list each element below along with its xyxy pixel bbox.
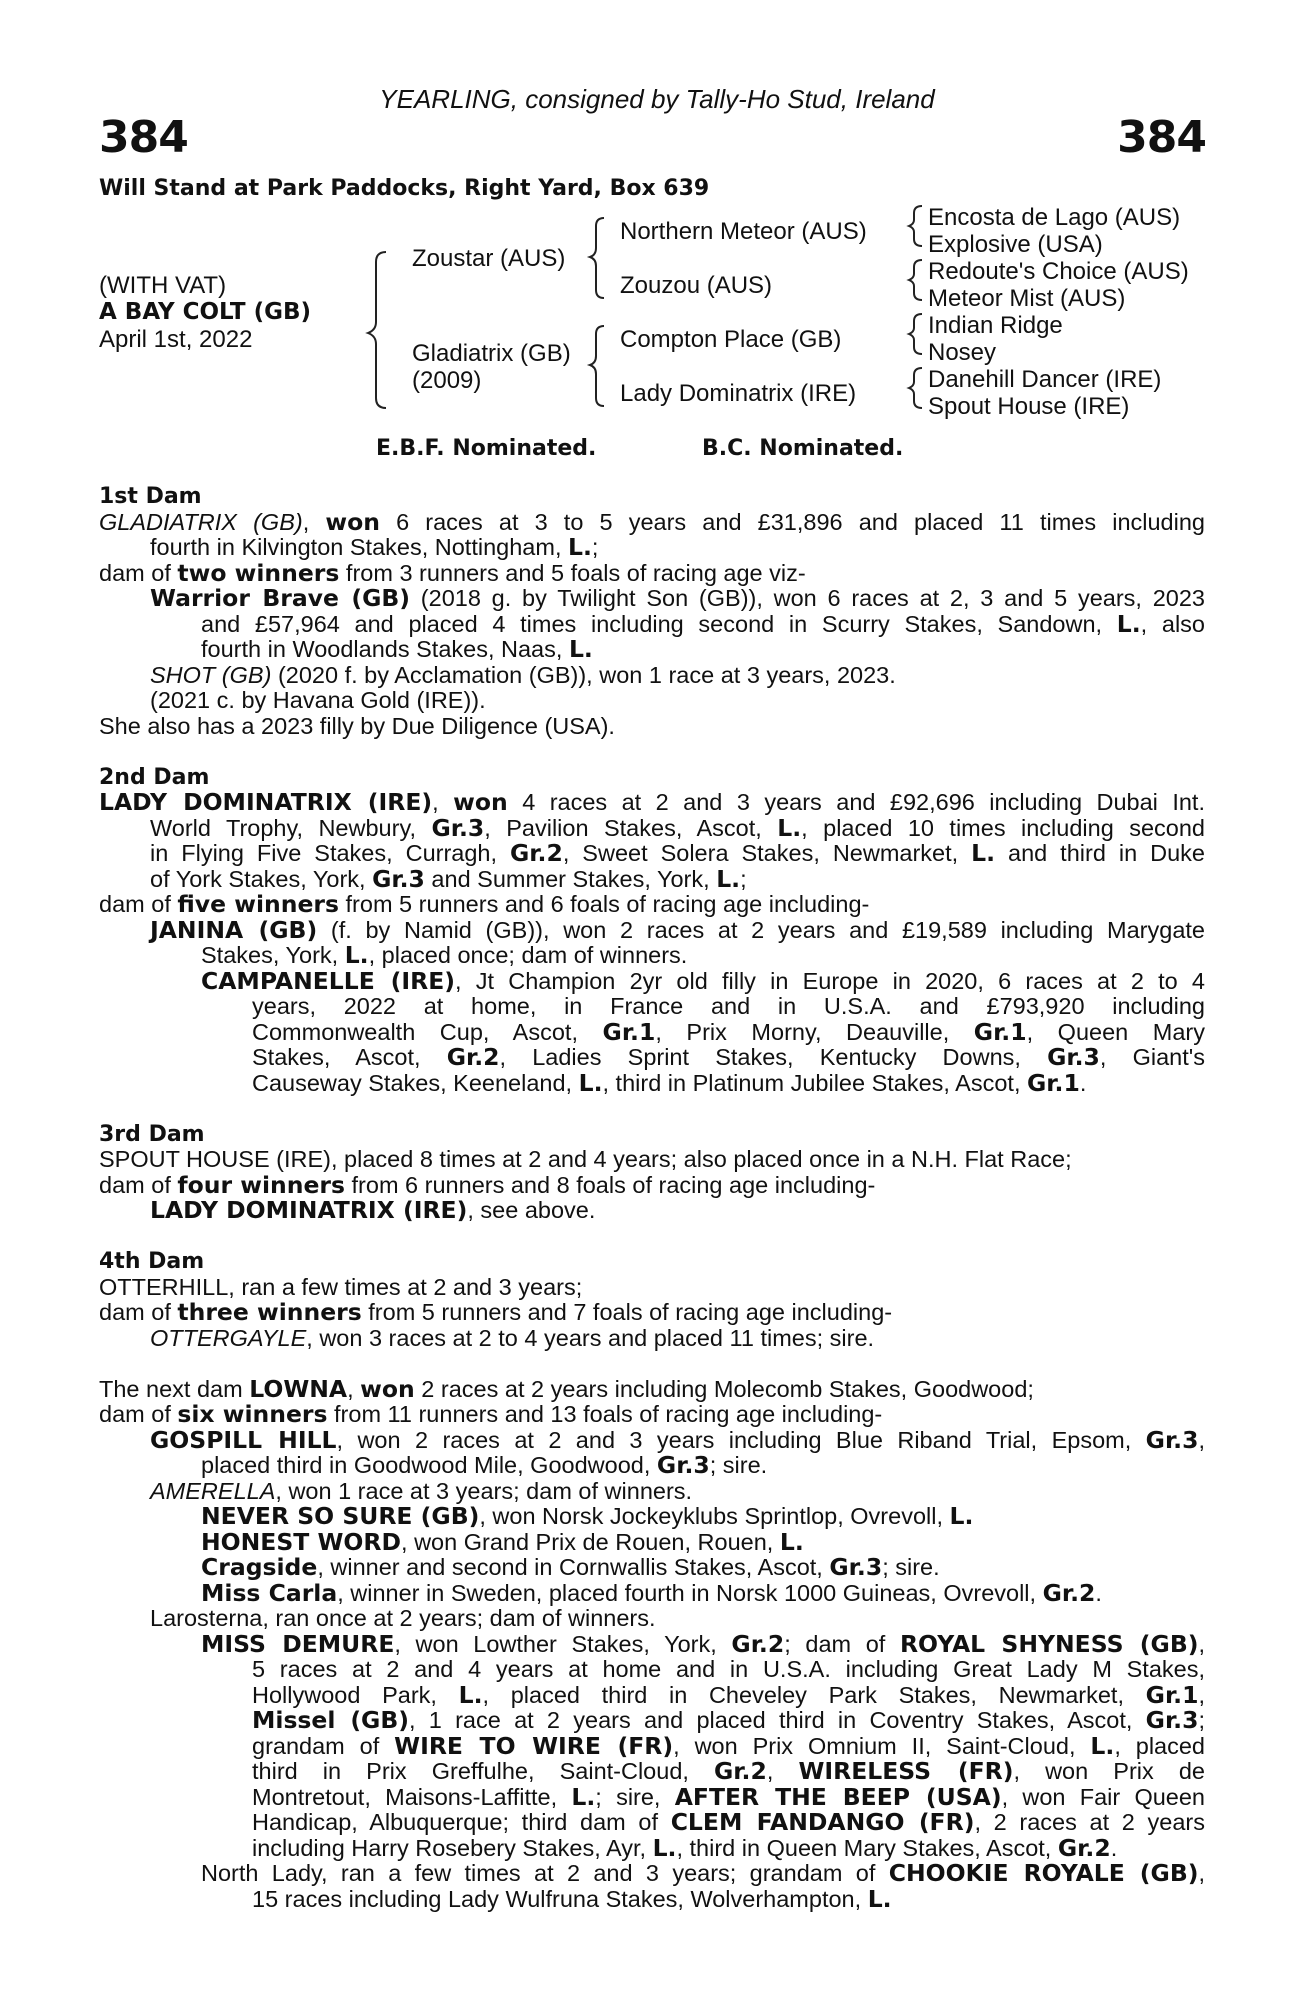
gen3-1: Encosta de Lago (AUS): [928, 204, 1181, 231]
text-line: Cragside, winner and second in Cornwallis Stakes, Ascot, Gr.3; sire.: [201, 1553, 940, 1581]
gen3-5: Indian Ridge: [928, 312, 1063, 339]
text-line: LADY DOMINATRIX (IRE), won 4 races at 2 and 3 years and £92,696 including Dubai Int.: [99, 788, 1205, 816]
text-line: Montretout, Maisons-Laffitte, L.; sire, AFTER THE BEEP (USA), won Fair Queen: [252, 1782, 1206, 1811]
text-line: dam of five winners from 5 runners and 6 foals of racing age including-: [99, 890, 870, 918]
text-line: Miss Carla, winner in Sweden, placed fourth in Norsk 1000 Guineas, Ovrevoll, Gr.2.: [201, 1578, 1102, 1607]
dam-sire: Compton Place (GB): [620, 326, 842, 353]
text-line: GLADIATRIX (GB), won 6 races at 3 to 5 years and £31,896 and placed 11 times including: [99, 507, 1205, 536]
brace-main: [368, 252, 386, 408]
brace-dam: [590, 326, 604, 406]
text-line: North Lady, ran a few times at 2 and 3 years; grandam of CHOOKIE ROYALE (GB),: [201, 1859, 1205, 1887]
brace-sire: [590, 218, 604, 298]
ebf-nomination: E.B.F. Nominated.: [376, 436, 597, 461]
lot-number-right: 384: [1117, 112, 1206, 163]
brace-g2: [909, 260, 922, 300]
text-line: MISS DEMURE, won Lowther Stakes, York, Gr.2; dam of ROYAL SHYNESS (GB),: [201, 1629, 1206, 1658]
text-line: dam of three winners from 5 runners and 7 foals of racing age including-: [99, 1298, 893, 1326]
sire-dam: Zouzou (AUS): [620, 272, 773, 299]
text-line: dam of six winners from 11 runners and 13 foals of racing age including-: [99, 1400, 883, 1428]
lot-number-left: 384: [99, 112, 188, 163]
text-line: years, 2022 at home, in France and in U.S.A. and £793,920 including: [252, 993, 1205, 1019]
gen3-8: Spout House (IRE): [928, 393, 1130, 420]
section-heading: 3rd Dam: [99, 1121, 205, 1147]
text-line: Commonwealth Cup, Ascot, Gr.1, Prix Morny, Deauville, Gr.1, Queen Mary: [252, 1017, 1205, 1046]
text-line: Handicap, Albuquerque; third dam of CLEM FANDANGO (FR), 2 races at 2 years: [252, 1808, 1205, 1836]
text-line: SPOUT HOUSE (IRE), placed 8 times at 2 and 4 years; also placed once in a N.H. Flat Race;: [99, 1146, 1072, 1172]
text-line: fourth in Woodlands Stakes, Naas, L.: [201, 635, 593, 663]
foaled-date: April 1st, 2022: [99, 326, 253, 353]
sire: Zoustar (AUS): [412, 245, 566, 272]
text-line: SHOT (GB) (2020 f. by Acclamation (GB)), won 1 race at 3 years, 2023.: [150, 661, 896, 688]
section-heading: 1st Dam: [99, 484, 202, 509]
text-line: dam of four winners from 6 runners and 8 foals of racing age including-: [99, 1170, 876, 1199]
text-line: dam of two winners from 3 runners and 5 foals of racing age viz-: [99, 558, 806, 587]
text-line: OTTERGAYLE, won 3 races at 2 to 4 years and placed 11 times; sire.: [150, 1324, 875, 1351]
text-line: HONEST WORD, won Grand Prix de Rouen, Rouen, L.: [201, 1527, 804, 1556]
text-line: 5 races at 2 and 4 years at home and in U.S.A. including Great Lady M Stakes,: [252, 1656, 1205, 1682]
text-line: GOSPILL HILL, won 2 races at 2 and 3 years including Blue Riband Trial, Epsom, Gr.3,: [150, 1425, 1205, 1454]
text-line: placed third in Goodwood Mile, Goodwood, Gr.3; sire.: [201, 1451, 768, 1479]
text-line: grandam of WIRE TO WIRE (FR), won Prix Omnium II, Saint-Cloud, L., placed: [252, 1731, 1206, 1760]
brace-g4: [909, 368, 922, 408]
gen3-3: Redoute's Choice (AUS): [928, 258, 1189, 285]
page-subtitle: YEARLING, consigned by Tally-Ho Stud, Ireland: [379, 84, 935, 114]
sire-sire: Northern Meteor (AUS): [620, 218, 867, 245]
text-line: Hollywood Park, L., placed third in Cheveley Park Stakes, Newmarket, Gr.1,: [252, 1680, 1205, 1709]
text-line: (2021 c. by Havana Gold (IRE)).: [150, 687, 486, 713]
gen3-2: Explosive (USA): [928, 231, 1103, 258]
gen3-6: Nosey: [928, 339, 997, 366]
text-line: Causeway Stakes, Keeneland, L., third in Platinum Jubilee Stakes, Ascot, Gr.1.: [252, 1068, 1087, 1097]
text-line: 15 races including Lady Wulfruna Stakes, Wolverhampton, L.: [252, 1884, 892, 1913]
text-line: including Harry Rosebery Stakes, Ayr, L., third in Queen Mary Stakes, Ascot, Gr.2.: [252, 1833, 1118, 1862]
text-line: World Trophy, Newbury, Gr.3, Pavilion Stakes, Ascot, L., placed 10 times including second: [150, 813, 1205, 842]
brace-g3: [909, 314, 922, 354]
text-line: OTTERHILL, ran a few times at 2 and 3 years;: [99, 1273, 583, 1300]
catalogue-body: [99, 484, 1205, 1912]
text-line: Stakes, York, L., placed once; dam of winners.: [201, 941, 688, 969]
text-line: NEVER SO SURE (GB), won Norsk Jockeyklubs Sprintlop, Ovrevoll, L.: [201, 1502, 974, 1530]
dam: Gladiatrix (GB): [412, 340, 571, 367]
text-line: The next dam LOWNA, won 2 races at 2 years including Molecomb Stakes, Goodwood;: [99, 1374, 1034, 1403]
text-line: in Flying Five Stakes, Curragh, Gr.2, Sweet Solera Stakes, Newmarket, L. and third in Duke: [150, 839, 1205, 867]
gen3-7: Danehill Dancer (IRE): [928, 366, 1162, 393]
text-line: LADY DOMINATRIX (IRE), see above.: [150, 1196, 596, 1224]
text-line: Stakes, Ascot, Gr.2, Ladies Sprint Stakes, Kentucky Downs, Gr.3, Giant's: [252, 1043, 1206, 1071]
dam-dam: Lady Dominatrix (IRE): [620, 380, 857, 407]
text-line: Missel (GB), 1 race at 2 years and placed third in Coventry Stakes, Ascot, Gr.3;: [252, 1706, 1205, 1734]
section-heading: 2nd Dam: [99, 764, 210, 790]
text-line: fourth in Kilvington Stakes, Nottingham, L.;: [150, 533, 599, 561]
horse-name: A BAY COLT (GB): [99, 299, 312, 325]
text-line: She also has a 2023 filly by Due Diligence (USA).: [99, 712, 615, 739]
stand-location: Will Stand at Park Paddocks, Right Yard, Box 639: [99, 176, 710, 201]
dam-year: (2009): [412, 367, 482, 394]
text-line: Warrior Brave (GB) (2018 g. by Twilight Son (GB)), won 6 races at 2, 3 and 5 years, 2023: [150, 584, 1205, 612]
text-line: CAMPANELLE (IRE), Jt Champion 2yr old filly in Europe in 2020, 6 races at 2 to 4: [201, 966, 1205, 995]
text-line: and £57,964 and placed 4 times including second in Scurry Stakes, Sandown, L., also: [201, 609, 1206, 638]
section-heading: 4th Dam: [99, 1249, 205, 1274]
text-line: Larosterna, ran once at 2 years; dam of winners.: [150, 1605, 656, 1631]
text-line: of York Stakes, York, Gr.3 and Summer Stakes, York, L.;: [150, 864, 747, 893]
text-line: JANINA (GB) (f. by Namid (GB)), won 2 races at 2 years and £19,589 including Marygate: [150, 915, 1205, 944]
gen3-4: Meteor Mist (AUS): [928, 285, 1126, 312]
text-line: third in Prix Greffulhe, Saint-Cloud, Gr.2, WIRELESS (FR), won Prix de: [252, 1757, 1205, 1785]
text-line: AMERELLA, won 1 race at 3 years; dam of winners.: [150, 1477, 693, 1504]
bc-nomination: B.C. Nominated.: [702, 436, 904, 461]
vat-note: (WITH VAT): [99, 272, 227, 299]
brace-g1: [909, 206, 922, 246]
